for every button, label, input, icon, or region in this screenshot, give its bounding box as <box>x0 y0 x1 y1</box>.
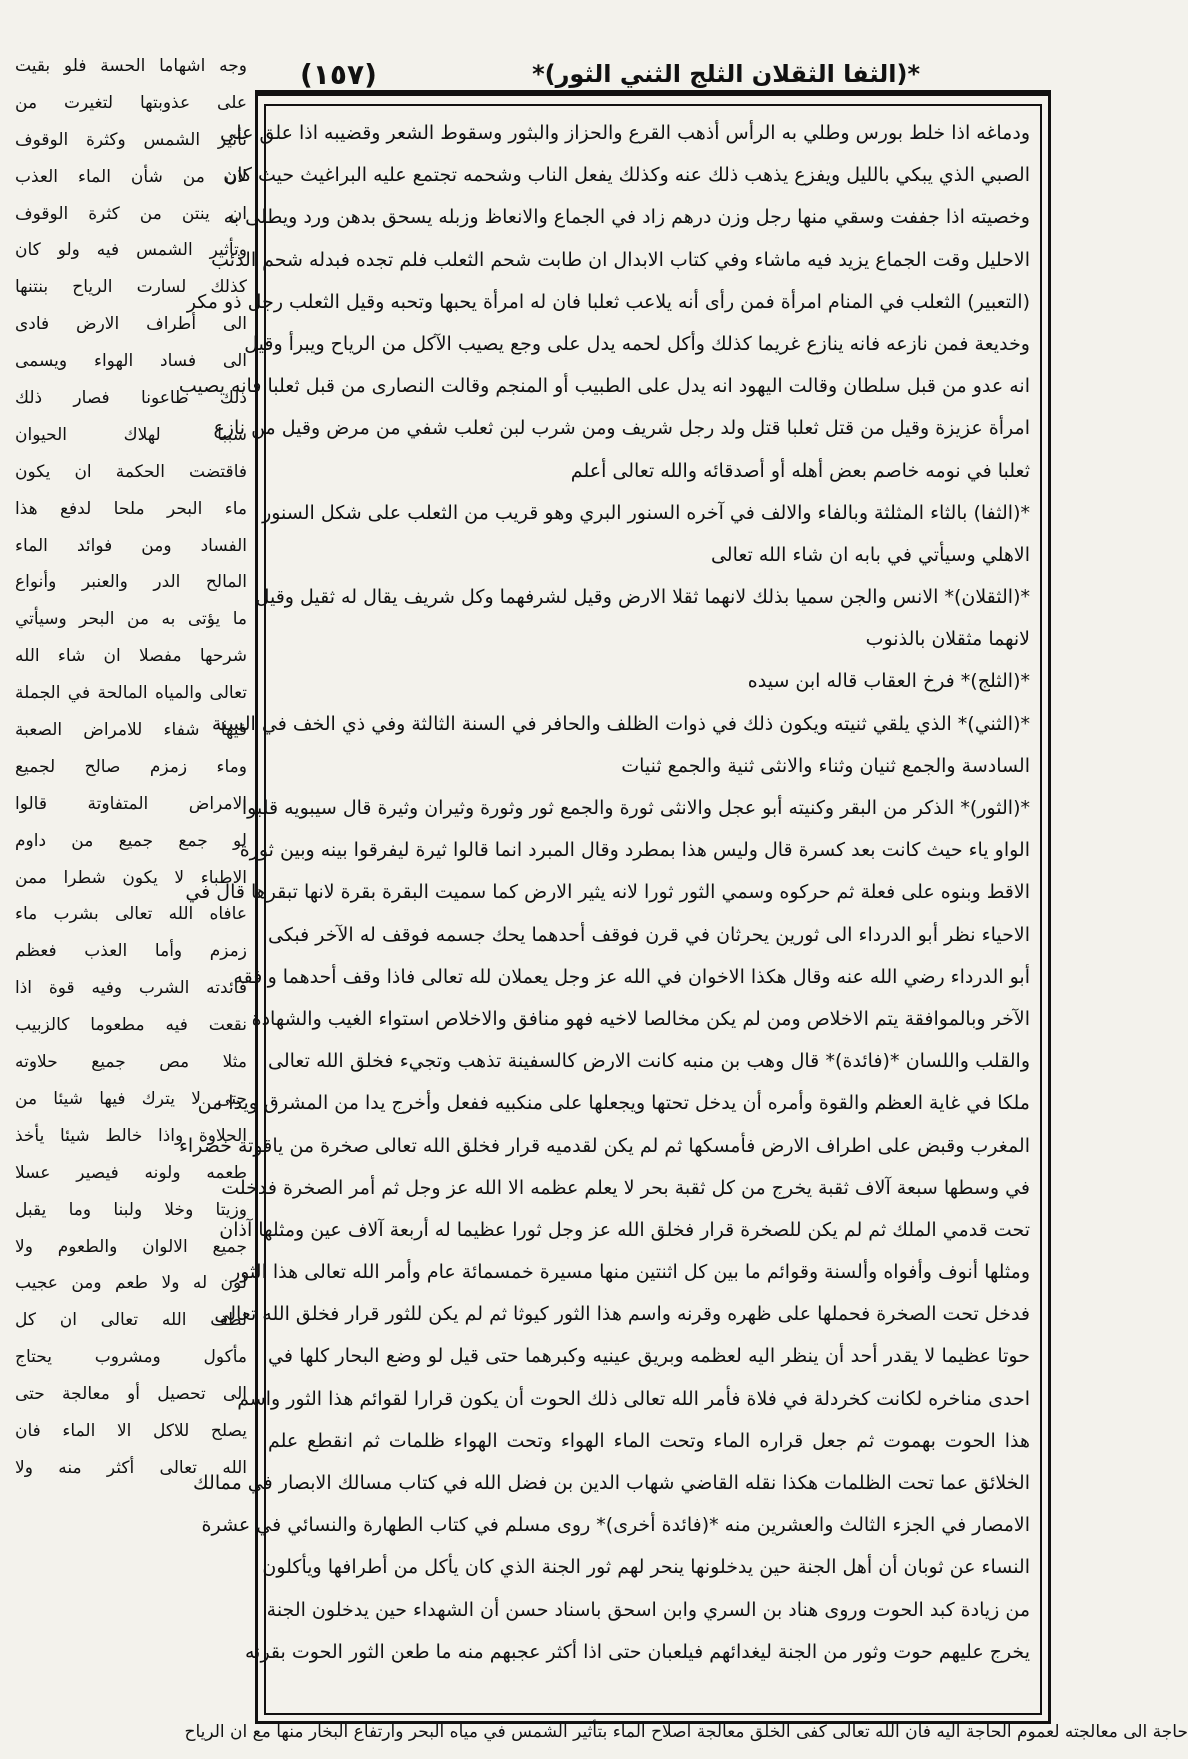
main-text-line: يخرج عليهم حوت وثور من الجنة ليغدائهم فيلعبان حتى اذا أكثر عجبهم منه ما طعن الثور الحوت بقرنه <box>244 1640 1030 1663</box>
main-text-line: (التعبير) الثعلب في المنام امرأة فمن رأى أنه يلاعب ثعلبا فان له امرأة يحبها وتحبه وقيل الثعلب رجل ذو مكر <box>186 290 1030 313</box>
main-text-line: ثعلبا في نومه خاصم بعض أهله أو أصدقائه والله تعالى أعلم <box>570 459 1030 482</box>
margin-text-line: وزيتا وخلا ولبنا وما يقبل <box>15 1199 247 1220</box>
margin-text-line: مثلا مص جميع حلاوته <box>15 1052 247 1073</box>
bottom-margin-line: حاجة الى معالجته لعموم الحاجة اليه فان الله تعالى كفى الخلق معالجة اصلاح الماء بتأثير الشمس في مياه البحر وارتفاع البخار منها مع ان الرياح <box>184 1722 1188 1742</box>
main-text-line: النساء عن ثوبان أن أهل الجنة حين يدخلونها ينحر لهم ثور الجنة الذي كان يأكل من أطرافها ويأكلون <box>262 1556 1030 1579</box>
margin-text-line: على عذوبتها لتغيرت من <box>15 92 247 113</box>
main-text-line: لانهما مثقلان بالذنوب <box>865 628 1030 651</box>
margin-text-line: لان من شأن الماء العذب <box>15 166 247 187</box>
margin-text-line: زمزم وأما العذب فعظم <box>15 941 247 962</box>
main-text-line: الاحياء نظر أبو الدرداء الى ثورين يحرثان في قرن فوقف أحدهما يحك جسمه فوقف له الآخر فبكى <box>268 923 1030 946</box>
main-text-line: تحت قدمي الملك ثم لم يكن للصخرة قرار فخلق الله عز وجل ثورا عظيما له أربعة آلاف عين ومثلها آذان <box>219 1218 1030 1241</box>
main-text-line: من زيادة كبد الحوت وروى هناد بن السري وابن اسحق باسناد حسن أن الشهداء حين يدخلون الجنة <box>266 1598 1030 1621</box>
main-text-line: *(الثفا) بالثاء المثلثة وبالفاء والالف في آخره السنور البري وهو قريب من الثعلب على شكل السنور <box>262 501 1030 524</box>
margin-text-line: الى فساد الهواء ويسمى <box>15 351 247 372</box>
margin-text-line: طعمه ولونه فيصير عسلا <box>15 1162 247 1183</box>
margin-text-line: عافاه الله تعالى بشرب ماء <box>15 904 247 925</box>
margin-text-line: فاقتضت الحكمة ان يكون <box>15 461 247 482</box>
main-text-line: المغرب وقبض على اطراف الارض فأمسكها ثم لم يكن لقدميه قرار فخلق الله تعالى صخرة من ياقوتة خضراء <box>179 1134 1030 1157</box>
page-number: (١٥٧) <box>300 58 377 91</box>
main-text-line: وخديعة فمن نازعه فانه ينازع غريما كذلك وأكل لحمه يدل على وجع يصيب الآكل من الرياح ويبرأ وقيل <box>244 332 1030 355</box>
main-text-block <box>178 112 1030 1673</box>
main-text-line: الخلائق عما تحت الظلمات هكذا نقله القاضي شهاب الدين بن فضل الله في كتاب مسالك الابصار في ممالك <box>193 1472 1030 1494</box>
main-text-line: انه عدو من قبل سلطان وقالت اليهود انه يدل على الطبيب أو المنجم وقالت النصارى من قبل ثعلبا فانه يصيب <box>178 375 1030 398</box>
main-text-line: ملكا في غاية العظم والقوة وأمره أن يدخل تحتها ويجعلها على منكبيه ففعل وأخرج يدا من المشرق ويدا من <box>197 1092 1030 1115</box>
margin-text-line: ما يؤتى به من البحر وسيأتي <box>15 609 247 630</box>
margin-text-line: لطف الله تعالى ان كل <box>15 1310 247 1331</box>
running-title: *(الثفا الثقلان الثلج الثني الثور)* <box>532 60 920 88</box>
main-text-line: الاقط وبنوه على فعلة ثم حركوه وسمي الثور ثورا لانه يثير الارض كما سميت البقرة بقرة لانها تبقرها قال في <box>185 881 1030 904</box>
margin-text-line: يصلح للاكل الا الماء فان <box>15 1420 247 1441</box>
main-text-line: فدخل تحت الصخرة فحملها على ظهره وقرنه واسم هذا الثور كيوثا ثم لم يكن للثور قرار فخلق الله تعالى <box>214 1303 1030 1326</box>
margin-text-line: الفساد ومن فوائد الماء <box>15 535 247 556</box>
margin-text-line: ان ينتن من كثرة الوقوف <box>15 203 247 224</box>
margin-text-line: ماء البحر ملحا لدفع هذا <box>15 498 247 519</box>
margin-text-line: سببا لهلاك الحيوان <box>15 424 247 445</box>
main-text-line: الواو ياء حيث كانت بعد كسرة قال وليس هذا بمطرد وقال المبرد انما قالوا ثيرة ليفرقوا بينه وبين ثورة <box>239 839 1030 862</box>
main-text-line: احدى مناخره لكانت كخردلة في فلاة فأمر الله تعالى ذلك الحوت أن يكون قرارا لقوائم هذا الثور واسم <box>237 1387 1030 1410</box>
margin-text-line: الحلاوة واذا خالط شيئا يأخذ <box>15 1125 247 1146</box>
main-text-line: والقلب واللسان *(فائدة)* قال وهب بن منبه كانت الارض كالسفينة تذهب وتجيء فخلق الله تعالى <box>268 1050 1030 1073</box>
main-text-line: حوتا عظيما لا يقدر أحد أن ينظر اليه لعظمه وبريق عينيه وكبرهما حتى قيل لو وضع البحار كلها في <box>268 1345 1030 1368</box>
margin-text-line: ذلك طاعونا فصار ذلك <box>15 388 247 409</box>
main-text-line: الامصار في الجزء الثالث والعشرين منه *(فائدة أخرى)* روى مسلم في كتاب الطهارة والنسائي في عشرة <box>201 1514 1030 1537</box>
margin-text-line: كذلك لسارت الرياح بنتنها <box>15 277 247 298</box>
margin-text-line: وتأثير الشمس فيه ولو كان <box>15 240 247 261</box>
margin-text-line: فيها شفاء للامراض الصعبة <box>15 720 247 741</box>
main-text-line: الصبي الذي يبكي بالليل ويفزع يذهب ذلك عنه وكذلك يفعل الناب وشحمه تجتمع عليه البراغيث حيث كان <box>223 164 1030 187</box>
margin-text-line: لون له ولا طعم ومن عجيب <box>15 1273 247 1294</box>
margin-text-line: الله تعالى أكثر منه ولا <box>15 1457 247 1478</box>
main-text-line: في وسطها سبعة آلاف ثقبة يخرج من كل ثقبة بحر لا يعلم عظمه الا الله عز وجل ثم أمر الصخرة فدخلت <box>221 1176 1030 1199</box>
margin-text-line: جميع الالوان والطعوم ولا <box>15 1236 247 1257</box>
margin-text-line: وماء زمزم صالح لجميع <box>15 756 247 777</box>
margin-text-line: نقعت فيه مطعوما كالزبيب <box>15 1015 247 1036</box>
main-text-line: *(الثني)* الذي يلقي ثنيته ويكون ذلك في ذوات الظلف والحافر في السنة الثالثة وفي ذي الخف في السنة <box>211 712 1030 735</box>
margin-text-line: لو جمع جميع من داوم <box>15 830 247 851</box>
margin-text-line: تعالى والمياه المالحة في الجملة <box>15 683 247 704</box>
main-text-line: *(الثقلان)* الانس والجن سميا بذلك لانهما ثقلا الارض وقيل لشرفهما وكل شريف يقال له ثقيل وقيل <box>255 586 1030 609</box>
main-text-line: ودماغه اذا خلط بورس وطلي به الرأس أذهب القرع والحزاز والبثور وسقوط الشعر وقضيبه اذا علق على <box>219 122 1030 144</box>
margin-commentary <box>15 48 247 1487</box>
margin-text-line: الى تحصيل أو معالجة حتى <box>15 1384 247 1405</box>
margin-text-line: فائدته الشرب وفيه قوة اذا <box>15 978 247 999</box>
main-text-line: امرأة عزيزة وقيل من قتل ثعلبا قتل ولد رجل شريف ومن شرب لبن ثعلب شفي من مرض وقيل من نازع <box>213 417 1030 440</box>
main-text-line: السادسة والجمع ثنيان وثناء والانثى ثنية والجمع ثنيات <box>621 754 1030 777</box>
main-text-line: وخصيته اذا جففت وسقي منها رجل وزن درهم زاد في الجماع والانعاظ وزبله يسحق بدهن ورد ويطلى به <box>223 206 1030 229</box>
margin-text-line: الامراض المتفاوتة قالوا <box>15 793 247 814</box>
main-text-line: ومثلها أنوف وأفواه وألسنة وقوائم ما بين كل اثنتين منها مسيرة خمسمائة عام وأمر الله تعالى هذا الثور <box>231 1261 1030 1284</box>
main-text-line: هذا الحوت بهموت ثم جعل قراره الماء وتحت الماء الهواء وتحت الهواء ظلمات ثم انقطع علم <box>268 1429 1030 1452</box>
margin-text-line: الاطباء لا يكون شطرا ممن <box>15 867 247 888</box>
margin-text-line: شرحها مفصلا ان شاء الله <box>15 646 247 667</box>
main-text-line: الاحليل وقت الجماع يزيد فيه ماشاء وفي كتاب الابدال ان طابت شحم الثعلب فلم تجده فبدله شحم الذئب <box>211 248 1030 271</box>
margin-text-line: وجه اشهاما الحسة فلو بقيت <box>15 56 247 76</box>
main-text-line: *(الثور)* الذكر من البقر وكنيته أبو عجل والانثى ثورة والجمع ثور وثورة وثيران وثيرة قال سيبويه قلبوا <box>241 797 1030 819</box>
margin-text-line: تأثير الشمس وكثرة الوقوف <box>15 129 247 150</box>
main-text-line: الاهلي وسيأتي في بابه ان شاء الله تعالى <box>710 543 1030 566</box>
margin-text-line: حتى لا يترك فيها شيئا من <box>15 1088 247 1109</box>
margin-text-line: المالح الدر والعنبر وأنواع <box>15 572 247 593</box>
main-text-line: *(الثلج)* فرخ العقاب قاله ابن سيده <box>747 670 1030 693</box>
main-text-line: الآخر وبالموافقة يتم الاخلاص ومن لم يكن مخالصا لاخيه فهو منافق والاخلاص استواء الغيب والشهادة <box>251 1007 1030 1030</box>
margin-text-line: مأكول ومشروب يحتاج <box>15 1347 247 1368</box>
main-text-line: أبو الدرداء رضي الله عنه وقال هكذا الاخوان في الله عز وجل يعملان لله تعالى فاذا وقف أحدهما وافقه <box>233 965 1030 988</box>
margin-text-line: الى أطراف الارض فادى <box>15 314 247 335</box>
